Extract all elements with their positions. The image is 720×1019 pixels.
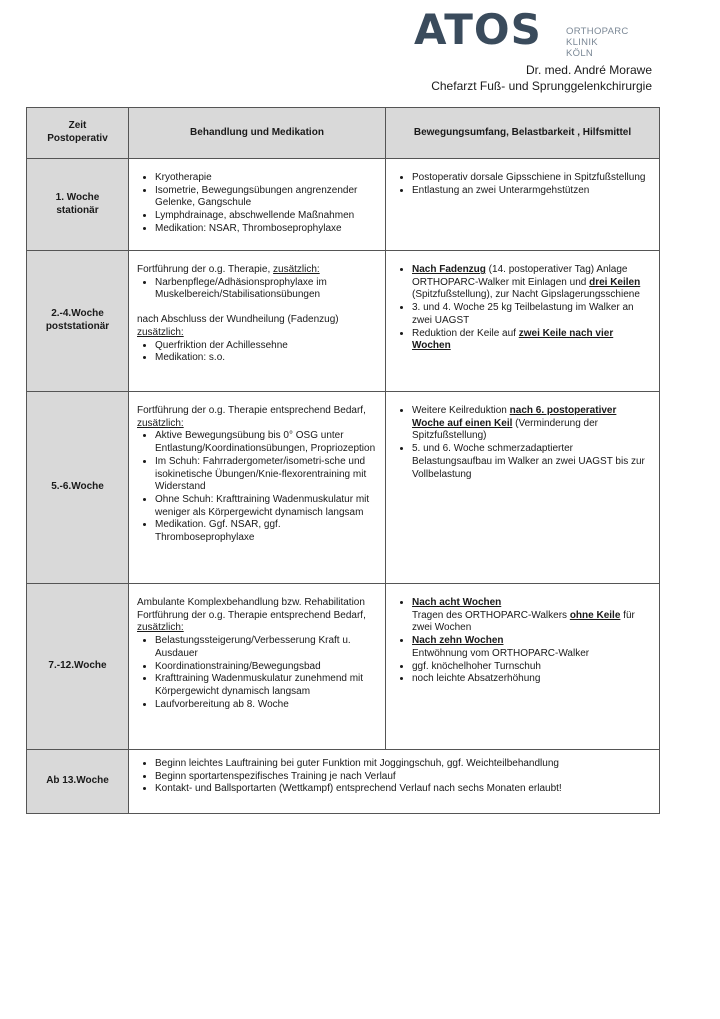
item-text: Entwöhnung vom ORTHOPARC-Walker: [412, 647, 590, 659]
row-zeit-line-1: 1. Woche: [55, 191, 100, 203]
row-zeit-line-2: stationär: [56, 204, 99, 216]
header-bewegung: Bewegungsumfang, Belastbarkeit , Hilfsmittel: [386, 108, 660, 159]
bewegung-list: [394, 405, 651, 481]
list-item: • Medikation: s.o.: [155, 352, 377, 365]
list-item: [412, 264, 651, 302]
behandlung-list: [137, 635, 377, 711]
table-row: [27, 159, 660, 251]
header-zeit-line-1: Zeit: [68, 120, 87, 132]
table-row: [27, 750, 660, 814]
emphasis: drei Keilen: [589, 276, 641, 288]
intro-text: Fortführung der o.g. Therapie,: [137, 264, 274, 275]
emphasis: nach 6. postoperativer Woche auf einen Keil: [412, 405, 617, 429]
additional-label: zusätzlich:: [137, 326, 184, 338]
row-behandlung: [129, 750, 660, 814]
list-item: • ggf. knöchelhoher Turnschuh: [412, 661, 651, 674]
item-text: (14. postoperativer Tag) Anlage ORTHOPARC-Walker mit Einlagen und: [412, 264, 628, 288]
header-zeit: [27, 108, 129, 159]
list-item: • Koordinationstraining/Bewegungsbad: [155, 661, 377, 674]
emphasis: zwei Keile nach vier Wochen: [412, 327, 614, 352]
therapy-intro: [137, 405, 377, 430]
doctor-name: Dr. med. André Morawe: [525, 63, 652, 77]
row-behandlung: [129, 392, 386, 584]
list-item: • Medikation. Ggf. NSAR, ggf. Thromboseprophylaxe: [155, 519, 377, 544]
atos-logo: [414, 5, 654, 59]
intro-underlined: zusätzlich:: [273, 264, 320, 275]
emphasis: Nach Fadenzug: [412, 264, 486, 275]
list-item: • Ohne Schuh: Krafttraining Wadenmuskulatur mit weniger als Körpergewicht dynamisch langsam: [155, 494, 377, 519]
table-row: [27, 392, 660, 584]
behandlung-list: [137, 172, 377, 236]
logo-subtitle-line-2: KÖLN: [566, 48, 594, 59]
emphasis: Nach zehn Wochen: [412, 635, 504, 647]
list-item: • Kryotherapie: [155, 172, 377, 185]
list-item: [412, 328, 651, 353]
logo-subtitle-line-1: ORTHOPARC KLINIK: [566, 26, 629, 48]
behandlung-list: [137, 758, 651, 796]
item-text: für zwei Wochen: [412, 609, 635, 634]
behandlung-list: [137, 430, 377, 544]
rehab-intro: Ambulante Komplexbehandlung bzw. Rehabilitation: [137, 597, 365, 608]
list-item: • Kontakt- und Ballsportarten (Wettkampf) entsprechend Verlauf nach sechs Monaten erlaubt!: [155, 783, 651, 796]
list-item: • 3. und 4. Woche 25 kg Teilbelastung im Walker an zwei UAGST: [412, 302, 651, 327]
list-item: • Beginn sportartenspezifisches Training je nach Verlauf: [155, 771, 651, 784]
intro-text: Fortführung der o.g. Therapie entsprechend Bedarf,: [137, 405, 366, 416]
list-item: • Aktive Bewegungsübung bis 0° OSG unter Entlastung/Koordinationsübungen, Propriozeption: [155, 430, 377, 455]
row-behandlung: [129, 251, 386, 392]
header-behandlung: Behandlung und Medikation: [129, 108, 386, 159]
row-zeit: 7.-12.Woche: [27, 584, 129, 750]
emphasis: Nach acht Wochen: [412, 597, 502, 608]
row-bewegung: [386, 392, 660, 584]
list-item: [412, 597, 651, 635]
wound-healing-note: nach Abschluss der Wundheilung (Fadenzug): [137, 314, 339, 326]
row-zeit: 5.-6.Woche: [27, 392, 129, 584]
logo-wordmark: ATOS: [414, 5, 542, 54]
logo-subtitle: [566, 26, 654, 59]
row-zeit-line-2: poststationär: [45, 321, 110, 332]
list-item: • Entlastung an zwei Unterarmgehstützen: [412, 185, 651, 198]
item-text: Reduktion der Keile auf: [412, 327, 519, 339]
row-behandlung: [129, 584, 386, 750]
rehab-plan-table: [26, 107, 660, 814]
row-zeit-line-1: 2.-4.Woche: [51, 308, 104, 320]
emphasis: ohne Keile: [569, 609, 621, 621]
therapy-intro: [137, 264, 377, 277]
list-item: • 5. und 6. Woche schmerzadaptierter Belastungsaufbau im Walker an zwei UAGST bis zur Vollbelastung: [412, 443, 651, 481]
header-zeit-line-2: Postoperativ: [47, 133, 108, 144]
table-header-row: [27, 108, 660, 159]
doctor-header: [431, 63, 652, 94]
list-item: • Beginn leichtes Lauftraining bei guter Funktion mit Joggingschuh, ggf. Weichteilbehandlung: [155, 758, 651, 771]
list-item: • Krafttraining Wadenmuskulatur zunehmend mit Körpergewicht dynamisch langsam: [155, 673, 377, 698]
intro-underlined: zusätzlich:: [137, 417, 184, 429]
item-text: Weitere Keilreduktion: [412, 405, 510, 416]
row-bewegung: [386, 251, 660, 392]
table-row: [27, 584, 660, 750]
bewegung-list: [394, 264, 651, 353]
doctor-title: Chefarzt Fuß- und Sprunggelenkchirurgie: [431, 78, 652, 93]
item-text: Tragen des ORTHOPARC-Walkers: [412, 609, 570, 621]
list-item: • Lymphdrainage, abschwellende Maßnahmen: [155, 210, 377, 223]
list-item: • Laufvorbereitung ab 8. Woche: [155, 699, 377, 712]
additional-label: zusätzlich:: [137, 622, 184, 634]
bewegung-list: [394, 597, 651, 686]
list-item: • Querfriktion der Achillessehne: [155, 340, 377, 353]
list-item: • Im Schuh: Fahrradergometer/isometri-sche und isokinetische Übungen/Knie-flexorentraining mit Widerstand: [155, 456, 377, 494]
list-item: • Belastungssteigerung/Verbesserung Kraft u. Ausdauer: [155, 635, 377, 660]
row-bewegung: [386, 584, 660, 750]
item-text: (Verminderung der Spitzfußstellung): [412, 417, 598, 442]
list-item: [412, 635, 651, 660]
list-item: • Postoperativ dorsale Gipsschiene in Spitzfußstellung: [412, 172, 651, 185]
table-row: [27, 251, 660, 392]
list-item: • Medikation: NSAR, Thromboseprophylaxe: [155, 223, 377, 236]
row-zeit: Ab 13.Woche: [27, 750, 129, 814]
list-item: • Narbenpflege/Adhäsionsprophylaxe im Muskelbereich/Stabilisationsübungen: [155, 277, 377, 302]
behandlung-list-2: [137, 340, 377, 365]
item-text: (Spitzfußstellung), zur Nacht Gipslagerungsschiene: [412, 289, 640, 301]
bewegung-list: [394, 172, 651, 197]
row-zeit: [27, 159, 129, 251]
list-item: [412, 405, 651, 443]
list-item: • noch leichte Absatzerhöhung: [412, 673, 651, 686]
row-bewegung: [386, 159, 660, 251]
behandlung-list: [137, 277, 377, 302]
row-behandlung: [129, 159, 386, 251]
row-zeit: [27, 251, 129, 392]
therapy-intro: Fortführung der o.g. Therapie entsprechend Bedarf,: [137, 609, 366, 621]
list-item: • Isometrie, Bewegungsübungen angrenzender Gelenke, Gangschule: [155, 185, 377, 210]
